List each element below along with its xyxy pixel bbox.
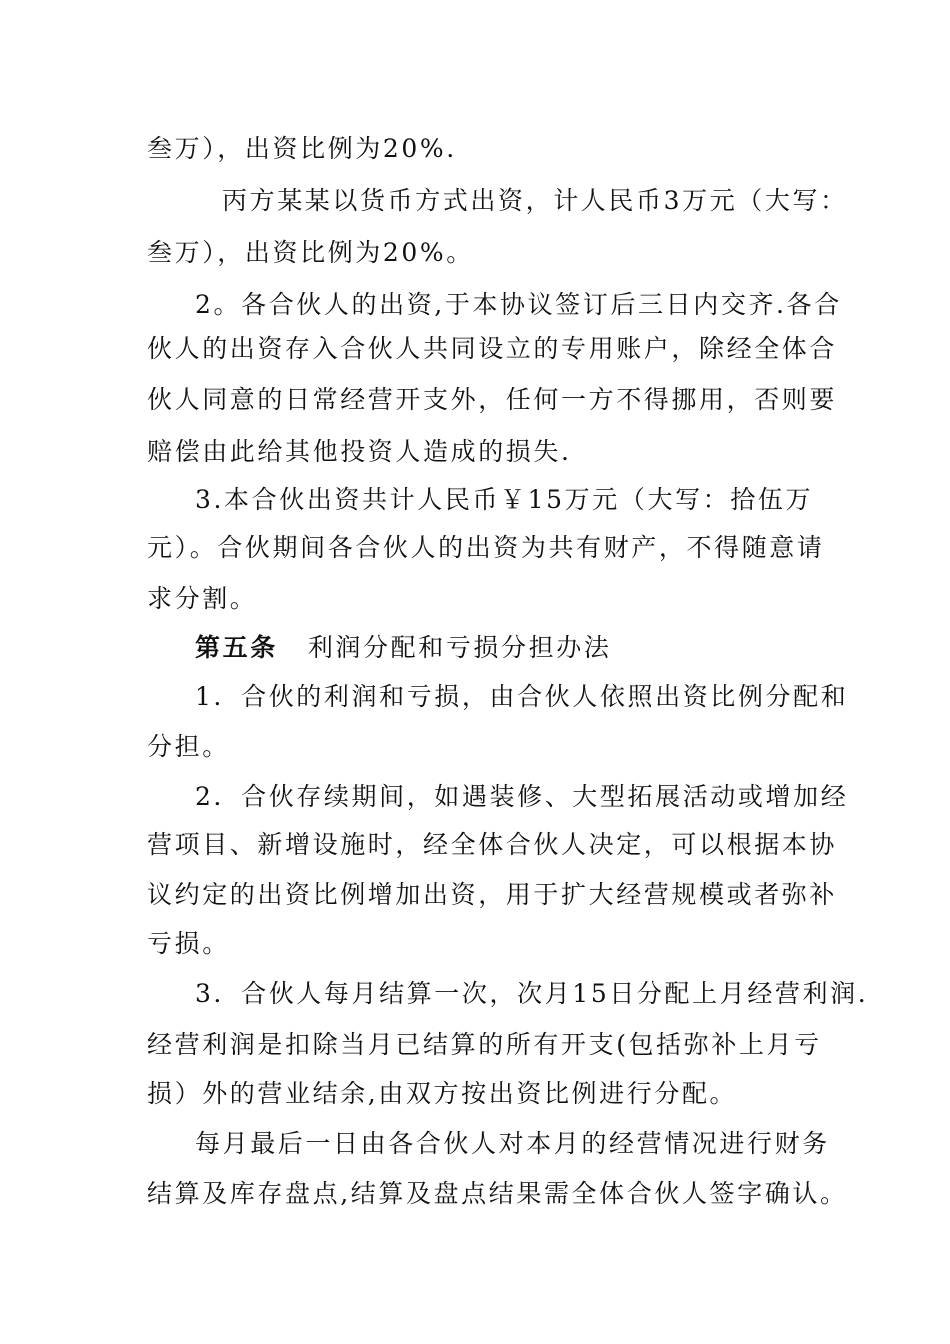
text-line-21: 每月最后一日由各合伙人对本月的经营情况进行财务 bbox=[195, 1129, 830, 1158]
section-title: 利润分配和亏损分担办法 bbox=[307, 633, 612, 662]
text-line-4: 2。各合伙人的出资,于本协议签订后三日内交齐.各合 bbox=[195, 290, 842, 319]
section-number: 第五条 bbox=[195, 633, 278, 662]
text-line-8: 3.本合伙出资共计人民币￥15万元（大写：拾伍万 bbox=[195, 485, 814, 514]
text-line-6: 伙人同意的日常经营开支外，任何一方不得挪用，否则要 bbox=[147, 385, 838, 414]
text-line-2: 丙方某某以货币方式出资，计人民币3万元（大写： bbox=[222, 186, 848, 215]
text-line-14: 2．合伙存续期间，如遇装修、大型拓展活动或增加经 bbox=[195, 782, 849, 811]
text-line-10: 求分割。 bbox=[147, 584, 258, 613]
text-line-1: 叁万），出资比例为20%. bbox=[147, 134, 457, 163]
text-line-7: 赔偿由此给其他投资人造成的损失. bbox=[147, 437, 572, 466]
section-heading bbox=[195, 632, 950, 664]
text-line-20: 损）外的营业结余,由双方按出资比例进行分配。 bbox=[147, 1079, 738, 1108]
text-line-5: 伙人的出资存入合伙人共同设立的专用账户，除经全体合 bbox=[147, 334, 838, 363]
text-line-15: 营项目、新增设施时，经全体合伙人决定，可以根据本协 bbox=[147, 830, 838, 859]
text-line-13: 分担。 bbox=[147, 732, 230, 761]
text-line-3: 叁万），出资比例为20%。 bbox=[147, 238, 474, 267]
text-line-22: 结算及库存盘点,结算及盘点结果需全体合伙人签字确认。 bbox=[147, 1179, 848, 1208]
text-line-16: 议约定的出资比例增加出资，用于扩大经营规模或者弥补 bbox=[147, 880, 838, 909]
text-line-12: 1．合伙的利润和亏损，由合伙人依照出资比例分配和 bbox=[195, 682, 849, 711]
text-line-19: 经营利润是扣除当月已结算的所有开支(包括弥补上月亏 bbox=[147, 1030, 822, 1059]
text-line-17: 亏损。 bbox=[147, 929, 230, 958]
text-line-18: 3．合伙人每月结算一次，次月15日分配上月经营利润. bbox=[195, 979, 869, 1008]
text-line-9: 元）。合伙期间各合伙人的出资为共有财产，不得随意请 bbox=[147, 533, 825, 562]
